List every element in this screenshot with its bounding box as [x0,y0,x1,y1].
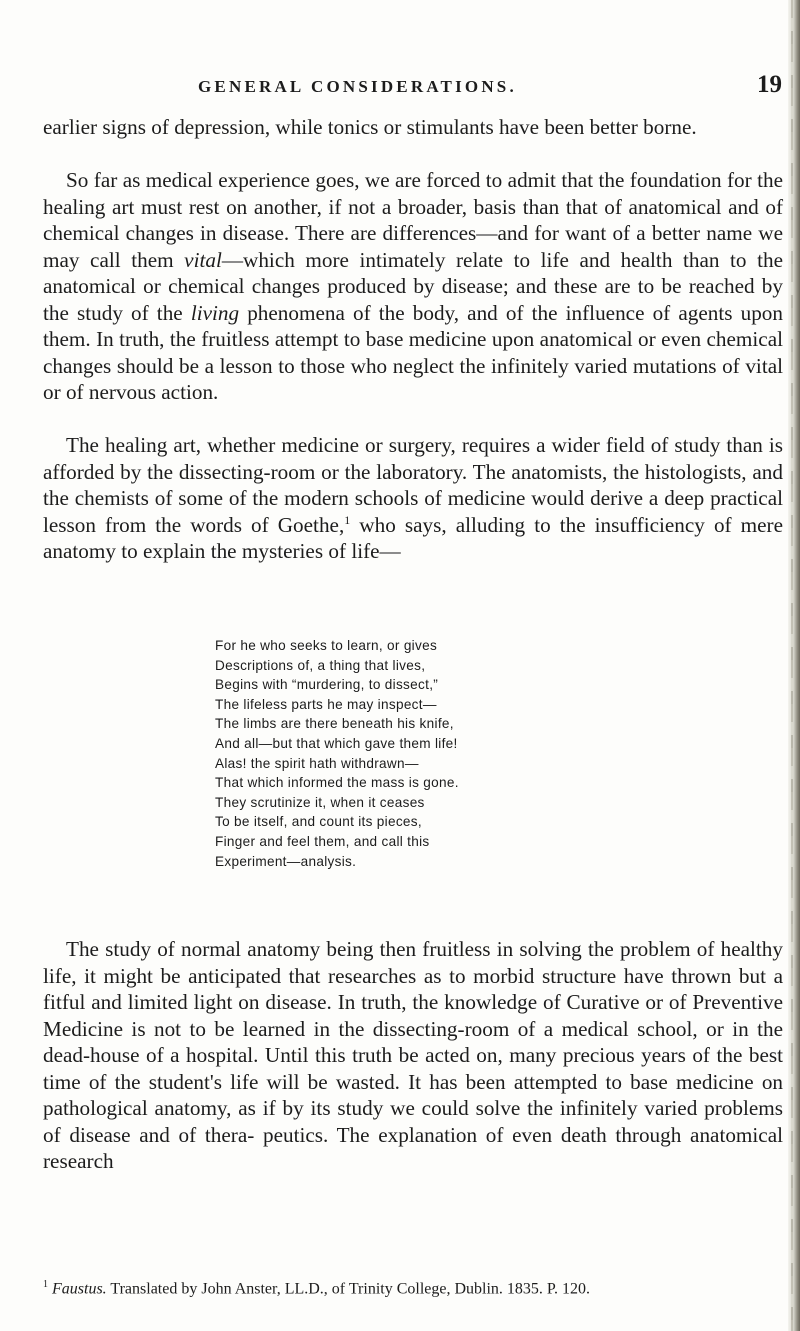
page-header [198,71,782,105]
paragraph-text: who says, alluding to the insufficiency of mere anatomy to explain the mysteries of life— [43,512,783,563]
emphasis-vital: vital [184,247,222,272]
footnote-reference: 1 [344,512,351,527]
paragraph-text: So far as medical experience goes, we are forced to admit that the foundation for the healing art must rest on another, if not a broader, basis than that of anatomical and of chemical changes in disease. There are differences—and for want of a better name we may call them [43,168,783,272]
verse-line: The limbs are there beneath his knife, [215,716,454,732]
paragraph-continued: earlier signs of depression, while tonics or stimulants have been better borne. [43,115,697,139]
verse-line: Experiment—analysis. [215,853,357,869]
paragraph-vital-changes [43,167,783,406]
emphasis-living: living [190,300,240,325]
paragraph-text: phenomena of the body, and of the influence of agents upon them. In truth, the fruitless attempt to base medicine upon anatomical or even chemical changes should be a lesson to those who neglect the infinitely varied mutations of vital or of nervous action. [43,300,783,404]
paragraph-text: —which more intimately relate to life and health than to the anatomical or chemical changes produced by disease; and these are to be reached by the study of the [43,247,783,325]
paragraph-healing-art [43,432,783,565]
footnote-number: 1 [43,1279,48,1290]
page-number: 19 [757,71,782,98]
verse-line: For he who seeks to learn, or gives [215,638,438,653]
footnote [43,1275,783,1299]
paragraph-text: The healing art, whether medicine or surgery, requires a wider field of study than is afforded by the dissecting-room or the laboratory. The anatomists, the histologists, and the chemists of some of the modern schools of medicine would derive a deep practical lesson from the words of Goethe, [43,433,783,537]
footnote-text: Translated by John Anster, LL.D., of Trinity College, Dublin. 1835. P. 120. [106,1280,591,1298]
verse-line: Descriptions of, a thing that lives, [215,657,426,673]
page-edge [788,0,800,1331]
verse-line: Alas! the spirit hath withdrawn— [215,755,419,771]
verse-line: Begins with “murdering, to dissect,” [215,677,439,693]
verse-line: And all—but that which gave them life! [215,735,458,751]
verse-quotation [215,636,459,871]
verse-line: Finger and feel them, and call this [215,833,430,849]
paragraph-normal-anatomy: The study of normal anatomy being then fruitless in solving the problem of healthy life, it might be anticipated that researches as to morbid structure have thrown but a fitful and limited light on disease. In truth, the knowledge of Curative or of Preventive Medicine is not to be learned in the dissecting-room of a medical school, or in the dead-house of a hospital. Until this truth be acted on, many precious years of the best time of the student's life will be wasted. It has been attempted to base medicine on pathological anatomy, as if by its study we could solve the infinitely varied problems of disease and of thera- peutics. The explanation of even death through anatomical research [43,937,783,1173]
running-head: GENERAL CONSIDERATIONS. [198,77,517,96]
verse-line: They scrutinize it, when it ceases [215,794,425,810]
verse-line: To be itself, and count its pieces, [215,814,422,830]
verse-line: The lifeless parts he may inspect— [215,696,437,712]
footnote-title: Faustus. [52,1280,107,1298]
verse-line: That which informed the mass is gone. [215,775,459,791]
